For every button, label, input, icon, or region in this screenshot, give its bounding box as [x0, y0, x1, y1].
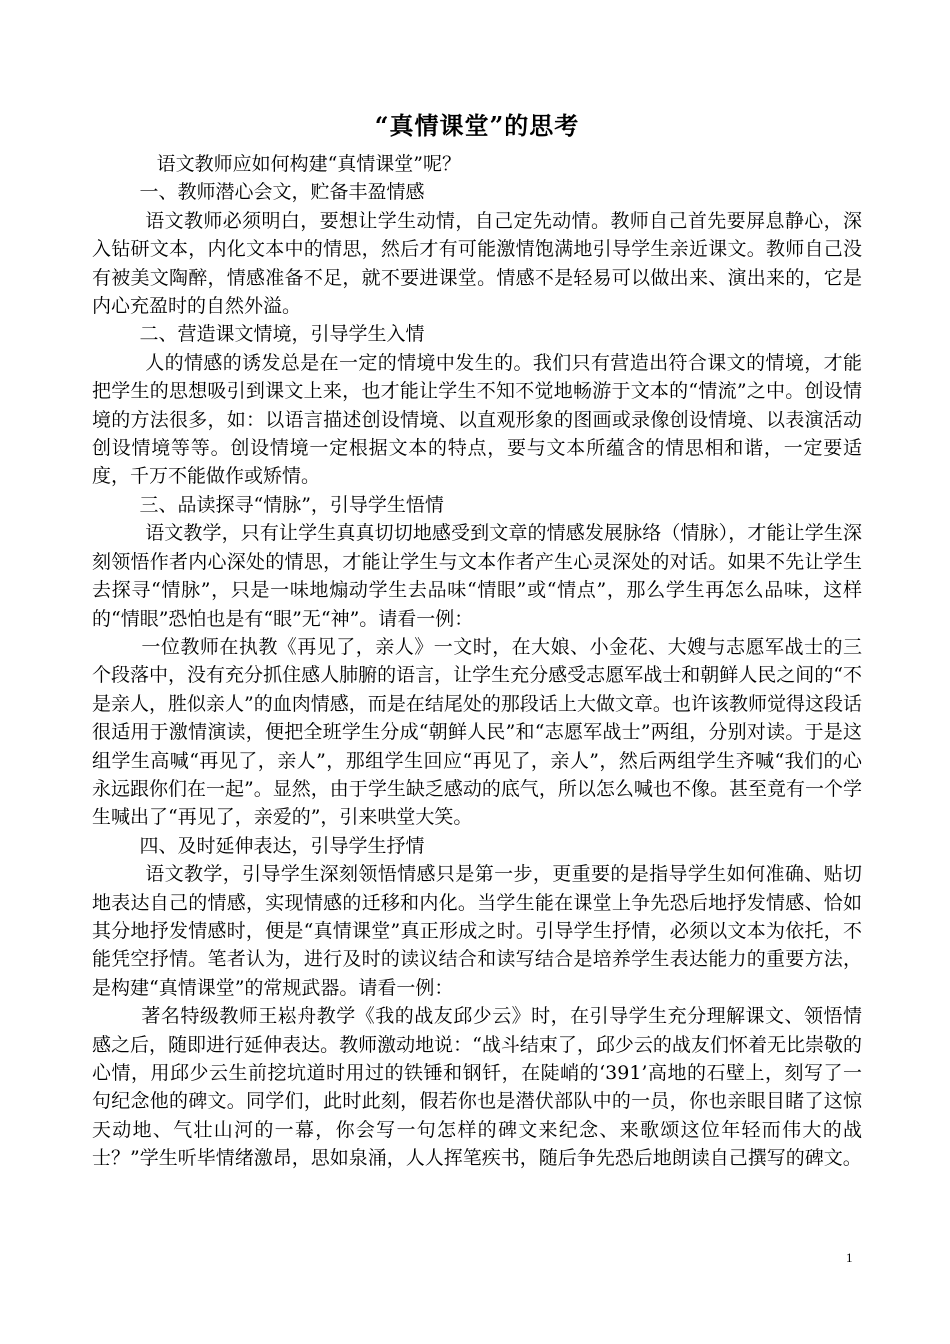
section-heading-2: 二、营造课文情境，引导学生入情 — [139, 323, 425, 346]
example-paragraph-1: 一位教师在执教《再见了，亲人》一文时，在大娘、小金花、大嫂与志愿军战士的三个段落中，没有充分抓住感人肺腑的语言，让学生充分感受志愿军战士和朝鲜人民之间的“不是亲人，胜似亲人”的血肉情感，而是在结尾处的那段话上大做文章。也许该教师觉得这段话很适用于激情演读，便把全班学生分成“朝鲜人民”和“志愿军战士”两组，分别对读。于是这组学生高喊“再见了，亲人”，那组学生回应“再见了，亲人”，然后两组学生齐喊“我们的心永远跟你们在一起”。显然，由于学生缺乏感动的底气，所以怎么喊也不像。甚至竟有一个学生喊出了“再见了，亲爱的”，引来哄堂大笑。 — [92, 635, 862, 829]
document-title: “真情课堂”的思考 — [374, 111, 580, 140]
body-paragraph-2: 人的情感的诱发总是在一定的情境中发生的。我们只有营造出符合课文的情境，才能把学生的思想吸引到课文上来，也才能让学生不知不觉地畅游于文本的“情流”之中。创设情境的方法很多，如：以语言描述创设情境、以直观形象的图画或录像创设情境、以表演活动创设情境等等。创设情境一定根据文本的特点，要与文本所蕴含的情思相和谐，一定要适度，千万不能做作或矫情。 — [92, 351, 862, 488]
document-page — [92, 108, 862, 1173]
body-paragraph-4: 语文教学，引导学生深刻领悟情感只是第一步，更重要的是指导学生如何准确、贴切地表达自己的情感，实现情感的迁移和内化。当学生能在课堂上争先恐后地抒发情感、恰如其分地抒发情感时，便是“真情课堂”真正形成之时。引导学生抒情，必须以文本为依托，不能凭空抒情。笔者认为，进行及时的读议结合和读写结合是培养学生表达能力的重要方法，是构建“真情课堂”的常规武器。请看一例： — [92, 863, 862, 999]
body-paragraph-3: 语文教学，只有让学生真真切切地感受到文章的情感发展脉络（情脉），才能让学生深刻领悟作者内心深处的情思，才能让学生与文本作者产生心灵深处的对话。如果不先让学生去探寻“情脉”，只是一味地煽动学生去品味“情眼”或“情点”，那么学生再怎么品味，这样的“情眼”恐怕也是有“眼”无“神”。请看一例： — [92, 522, 862, 630]
section-heading-4: 四、及时延伸表达，引导学生抒情 — [139, 834, 425, 857]
example-paragraph-2: 著名特级教师王崧舟教学《我的战友邱少云》时，在引导学生充分理解课文、领悟情感之后，随即进行延伸表达。教师激动地说：“战斗结束了，邱少云的战友们怀着无比崇敬的心情，用邱少云生前挖坑道时用过的铁锤和钢钎，在陡峭的‘391’高地的石壁上，刻写了一句纪念他的碑文。同学们，此时此刻，假若你也是潜伏部队中的一员，你也亲眼目睹了这惊天动地、气壮山河的一幕，你会写一句怎样的碑文来纪念、来歌颂这位年轻而伟大的战士？”学生听毕情绪激昂，思如泉涌，人人挥笔疾书，随后争先恐后地朗读自己撰写的碑文。 — [92, 1005, 862, 1170]
body-paragraph-1: 语文教师必须明白，要想让学生动情，自己定先动情。教师自己首先要屏息静心，深入钻研文本，内化文本中的情思，然后才有可能激情饱满地引导学生亲近课文。教师自己没有被美文陶醉，情感准备不足，就不要进课堂。情感不是轻易可以做出来、演出来的，它是内心充盈时的自然外溢。 — [92, 209, 862, 318]
section-heading-3: 三、品读探寻“情脉”，引导学生悟情 — [139, 493, 444, 516]
section-heading-1: 一、教师潜心会文，贮备丰盈情感 — [139, 181, 425, 204]
page-number: 1 — [846, 1250, 853, 1265]
intro-paragraph: 语文教师应如何构建“真情课堂”呢？ — [156, 153, 462, 175]
